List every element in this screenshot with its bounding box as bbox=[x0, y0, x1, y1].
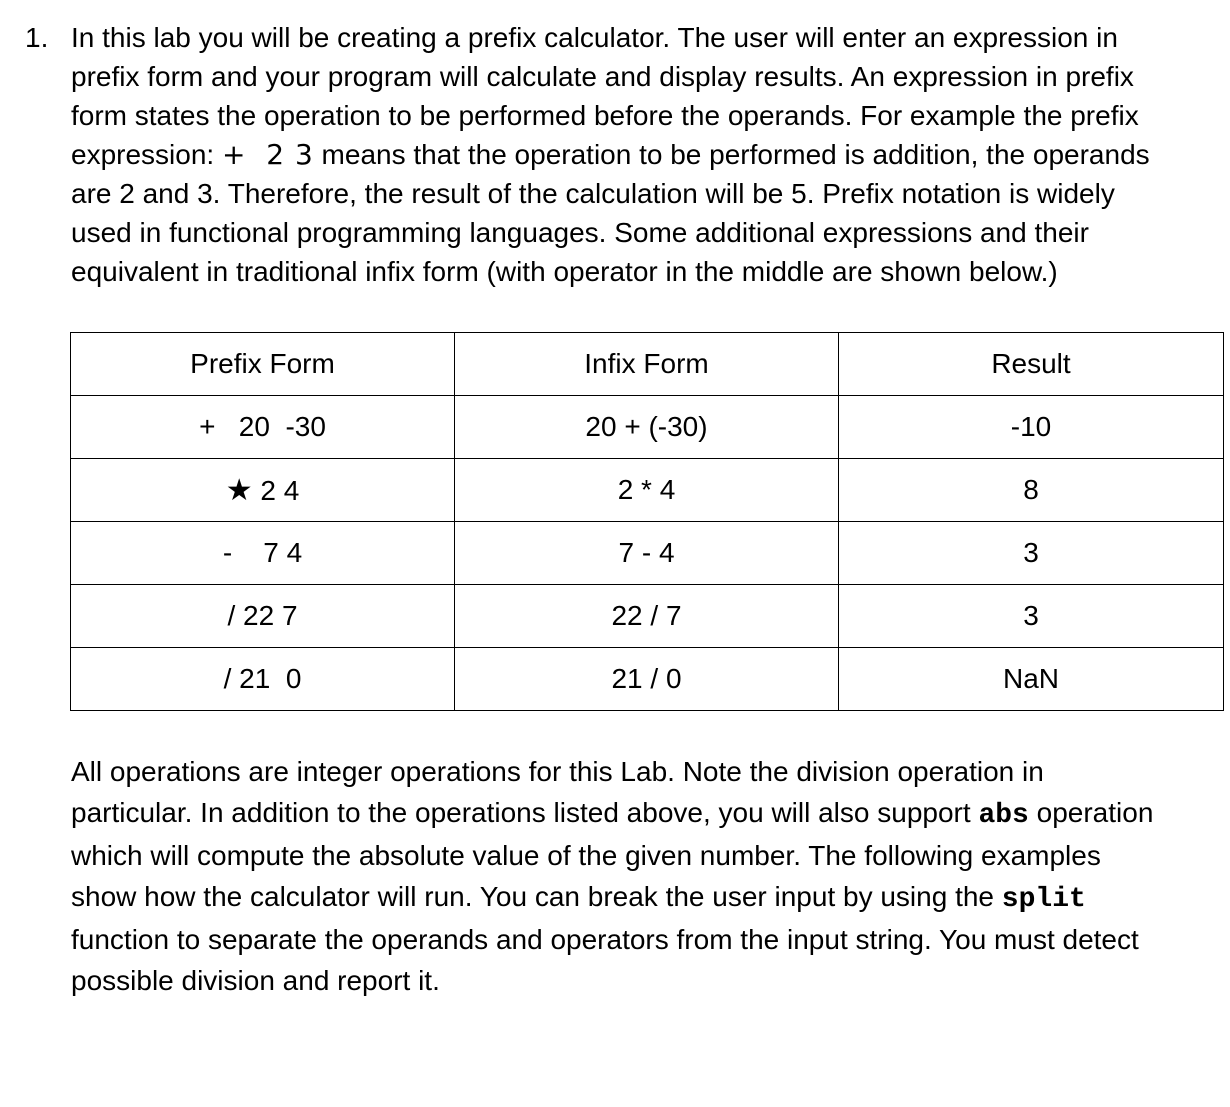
prefix-operator: - bbox=[222, 537, 233, 568]
prefix-operands: 2 4 bbox=[252, 474, 300, 506]
infix-cell: 20 + (-30) bbox=[455, 396, 839, 459]
prefix-operands: / 22 7 bbox=[227, 600, 298, 631]
prefix-infix-table bbox=[70, 332, 1224, 711]
header-result: Result bbox=[839, 333, 1224, 396]
text-segment: operation bbox=[1028, 796, 1154, 828]
infix-cell: 7 - 4 bbox=[455, 522, 839, 585]
body-paragraph bbox=[71, 752, 1221, 1001]
text-line: equivalent in traditional infix form (with operator in the middle are shown below.) bbox=[71, 256, 1058, 287]
table-row bbox=[71, 648, 1224, 711]
infix-cell: 21 / 0 bbox=[455, 648, 839, 711]
text-line: In this lab you will be creating a prefix calculator. The user will enter an expression in bbox=[71, 22, 1118, 53]
code-split: split bbox=[1001, 883, 1086, 915]
text-line: are 2 and 3. Therefore, the result of the calculation will be 5. Prefix notation is widely bbox=[71, 178, 1115, 209]
prefix-cell bbox=[71, 585, 455, 648]
list-item-number: 1. bbox=[25, 22, 49, 53]
header-infix-form: Infix Form bbox=[455, 333, 839, 396]
text-line bbox=[71, 135, 1221, 174]
prefix-cell bbox=[71, 396, 455, 459]
text-line: which will compute the absolute value of the given number. The following examples bbox=[71, 840, 1101, 871]
table-row bbox=[71, 396, 1224, 459]
result-cell: -10 bbox=[839, 396, 1224, 459]
text-segment: expression: bbox=[71, 139, 222, 170]
result-cell: 3 bbox=[839, 522, 1224, 585]
result-cell: 8 bbox=[839, 459, 1224, 522]
prefix-operands: / 21 0 bbox=[223, 663, 302, 694]
text-line: All operations are integer operations for this Lab. Note the division operation in bbox=[71, 756, 1044, 787]
example-expression: + 2 3 bbox=[221, 138, 314, 171]
text-segment: particular. In addition to the operations listed above, you will also support bbox=[71, 796, 979, 828]
text-line: function to separate the operands and operators from the input string. You must detect bbox=[71, 924, 1139, 955]
table-row bbox=[71, 522, 1224, 585]
text-line: used in functional programming languages. Some additional expressions and their bbox=[71, 217, 1089, 248]
prefix-operands: 7 4 bbox=[232, 537, 303, 568]
intro-paragraph bbox=[71, 18, 1221, 291]
result-cell: NaN bbox=[839, 648, 1224, 711]
prefix-operands: 20 -30 bbox=[215, 411, 326, 442]
table-header-row bbox=[71, 333, 1224, 396]
text-segment: means that the operation to be performed is addition, the operands bbox=[313, 139, 1150, 170]
result-cell: 3 bbox=[839, 585, 1224, 648]
prefix-cell bbox=[71, 648, 455, 711]
code-abs: abs bbox=[978, 799, 1029, 831]
star-operator-icon: ★ bbox=[225, 472, 253, 508]
table-row bbox=[71, 459, 1224, 522]
text-line: possible division and report it. bbox=[71, 964, 440, 996]
prefix-operator: + bbox=[199, 411, 216, 442]
infix-cell: 2 * 4 bbox=[455, 459, 839, 522]
prefix-cell bbox=[71, 522, 455, 585]
header-prefix-form: Prefix Form bbox=[71, 333, 455, 396]
infix-cell: 22 / 7 bbox=[455, 585, 839, 648]
table-row bbox=[71, 585, 1224, 648]
text-segment: show how the calculator will run. You can break the user input by using the bbox=[71, 880, 1002, 912]
prefix-cell bbox=[71, 459, 455, 522]
text-line: prefix form and your program will calculate and display results. An expression in prefix bbox=[71, 61, 1134, 92]
text-line bbox=[71, 793, 1221, 837]
text-line: form states the operation to be performed before the operands. For example the prefix bbox=[71, 100, 1139, 131]
text-line bbox=[71, 877, 1221, 921]
